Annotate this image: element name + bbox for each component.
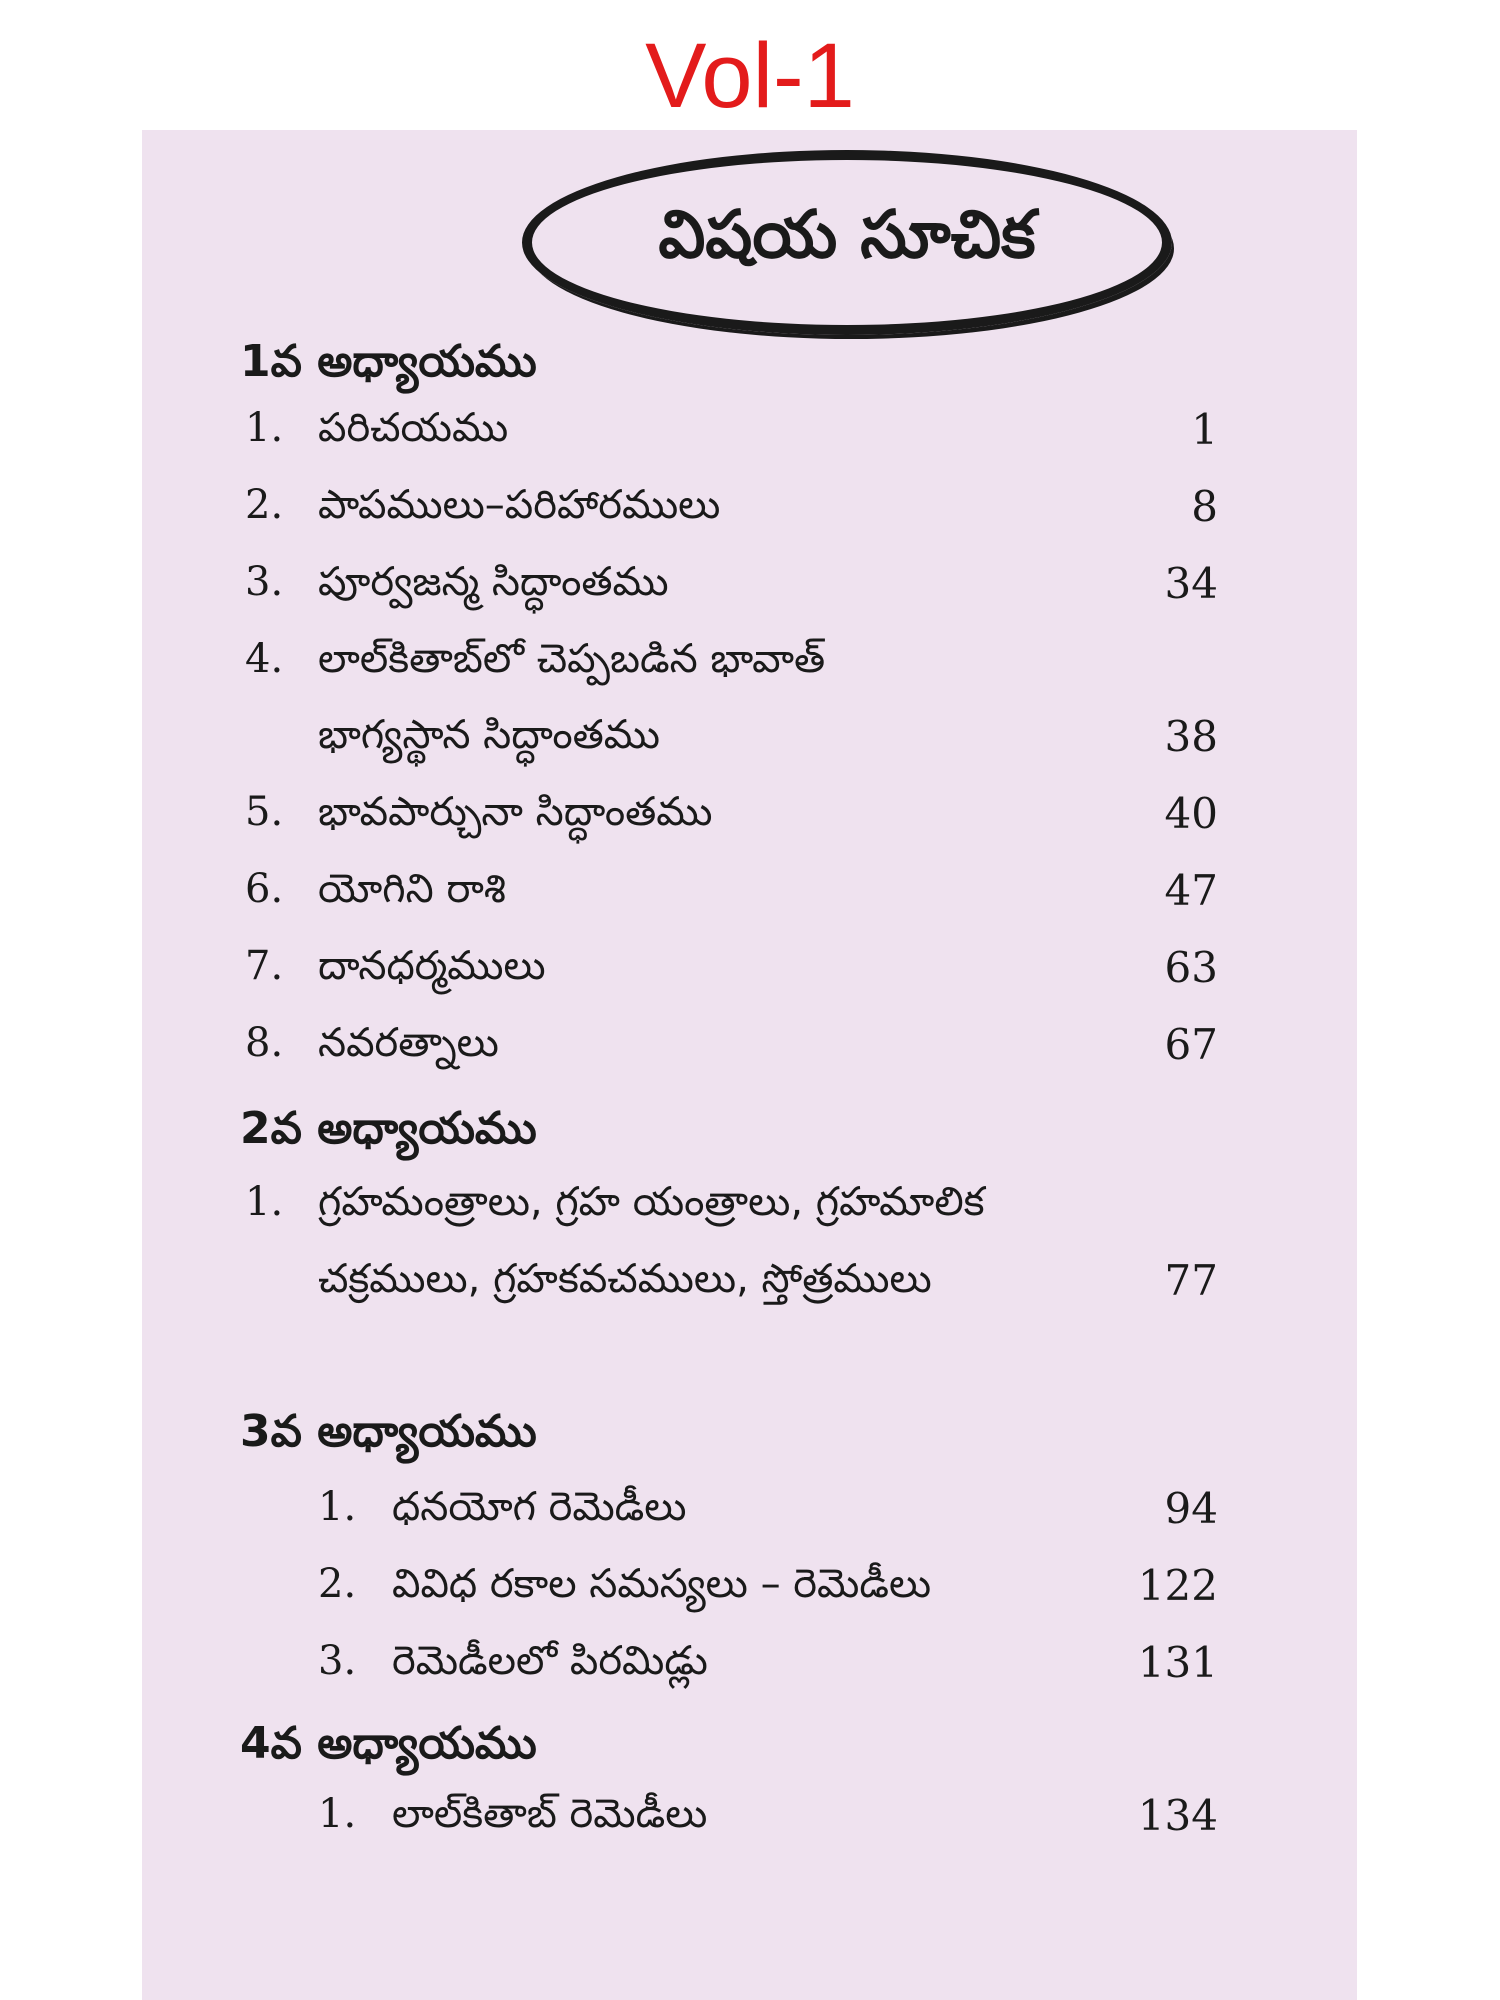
entry-number: 5. [245,789,284,835]
entry-title: పూర్వజన్మ సిద్ధాంతము [318,559,669,605]
entry-page: 94 [1164,1484,1218,1533]
chapter-heading-2: 2వ అధ్యాయము [240,1103,537,1154]
entry-number: 3. [318,1638,357,1684]
chapter-heading-4: 4వ అధ్యాయము [240,1718,537,1769]
entry-page: 122 [1137,1561,1218,1610]
toc-entry [0,866,1500,930]
entry-number: 4. [245,636,284,682]
entry-title: దానధర్మములు [318,943,546,989]
entry-number: 1. [245,1179,284,1225]
toc-entry [0,482,1500,546]
toc-entry [0,1791,1500,1855]
toc-entry [0,636,1500,700]
entry-page: 77 [1164,1256,1218,1305]
toc-entry-continuation [0,712,1500,776]
entry-title-continued: భాగ్యస్థాన సిద్ధాంతము [318,712,660,758]
entry-page: 34 [1164,559,1218,608]
entry-title: రెమెడీలలో పిరమిడ్లు [392,1638,708,1684]
entry-page: 40 [1164,789,1218,838]
entry-number: 8. [245,1020,284,1066]
toc-entry [0,789,1500,853]
entry-title: ధనయోగ రెమెడీలు [392,1484,687,1530]
toc-entry [0,1020,1500,1084]
chapter-heading-3: 3వ అధ్యాయము [240,1406,537,1457]
entry-number: 1. [245,405,284,451]
entry-title: పరిచయము [318,405,509,451]
entry-title: లాల్‌కితాబ్‌లో చెప్పబడిన భావాత్ [318,636,826,682]
entry-number: 7. [245,943,284,989]
entry-title-continued: చక్రములు, గ్రహకవచములు, స్తోత్రములు [318,1256,932,1302]
entry-title: పాపములు–పరిహారములు [318,482,721,528]
entry-title: వివిధ రకాల సమస్యలు – రెమెడీలు [392,1561,932,1607]
entry-page: 63 [1164,943,1218,992]
entry-number: 3. [245,559,284,605]
page-title: విషయ సూచిక [658,196,1036,273]
entry-page: 67 [1164,1020,1218,1069]
toc-entry [0,559,1500,623]
entry-number: 6. [245,866,284,912]
entry-page: 131 [1137,1638,1218,1687]
toc-entry-continuation [0,1256,1500,1320]
toc-entry [0,1484,1500,1548]
toc-entry [0,1561,1500,1625]
entry-page: 134 [1137,1791,1218,1840]
toc-entry [0,943,1500,1007]
entry-number: 2. [245,482,284,528]
entry-title: యోగిని రాశి [318,866,506,912]
entry-page: 47 [1164,866,1218,915]
entry-title: గ్రహమంత్రాలు, గ్రహ యంత్రాలు, గ్రహమాలిక [318,1179,985,1225]
chapter-heading-1: 1వ అధ్యాయము [240,336,537,387]
entry-title: నవరత్నాలు [318,1020,499,1066]
title-oval [522,150,1172,335]
entry-number: 1. [318,1791,357,1837]
entry-page: 38 [1164,712,1218,761]
toc-entry [0,1179,1500,1243]
entry-page: 1 [1191,405,1218,454]
entry-number: 2. [318,1561,357,1607]
volume-label: Vol-1 [645,25,855,127]
toc-entry [0,405,1500,469]
entry-page: 8 [1191,482,1218,531]
toc-entry [0,1638,1500,1702]
entry-number: 1. [318,1484,357,1530]
entry-title: భావపార్చునా సిద్ధాంతము [318,789,713,835]
entry-title: లాల్‌కితాబ్ రెమెడీలు [392,1791,708,1837]
